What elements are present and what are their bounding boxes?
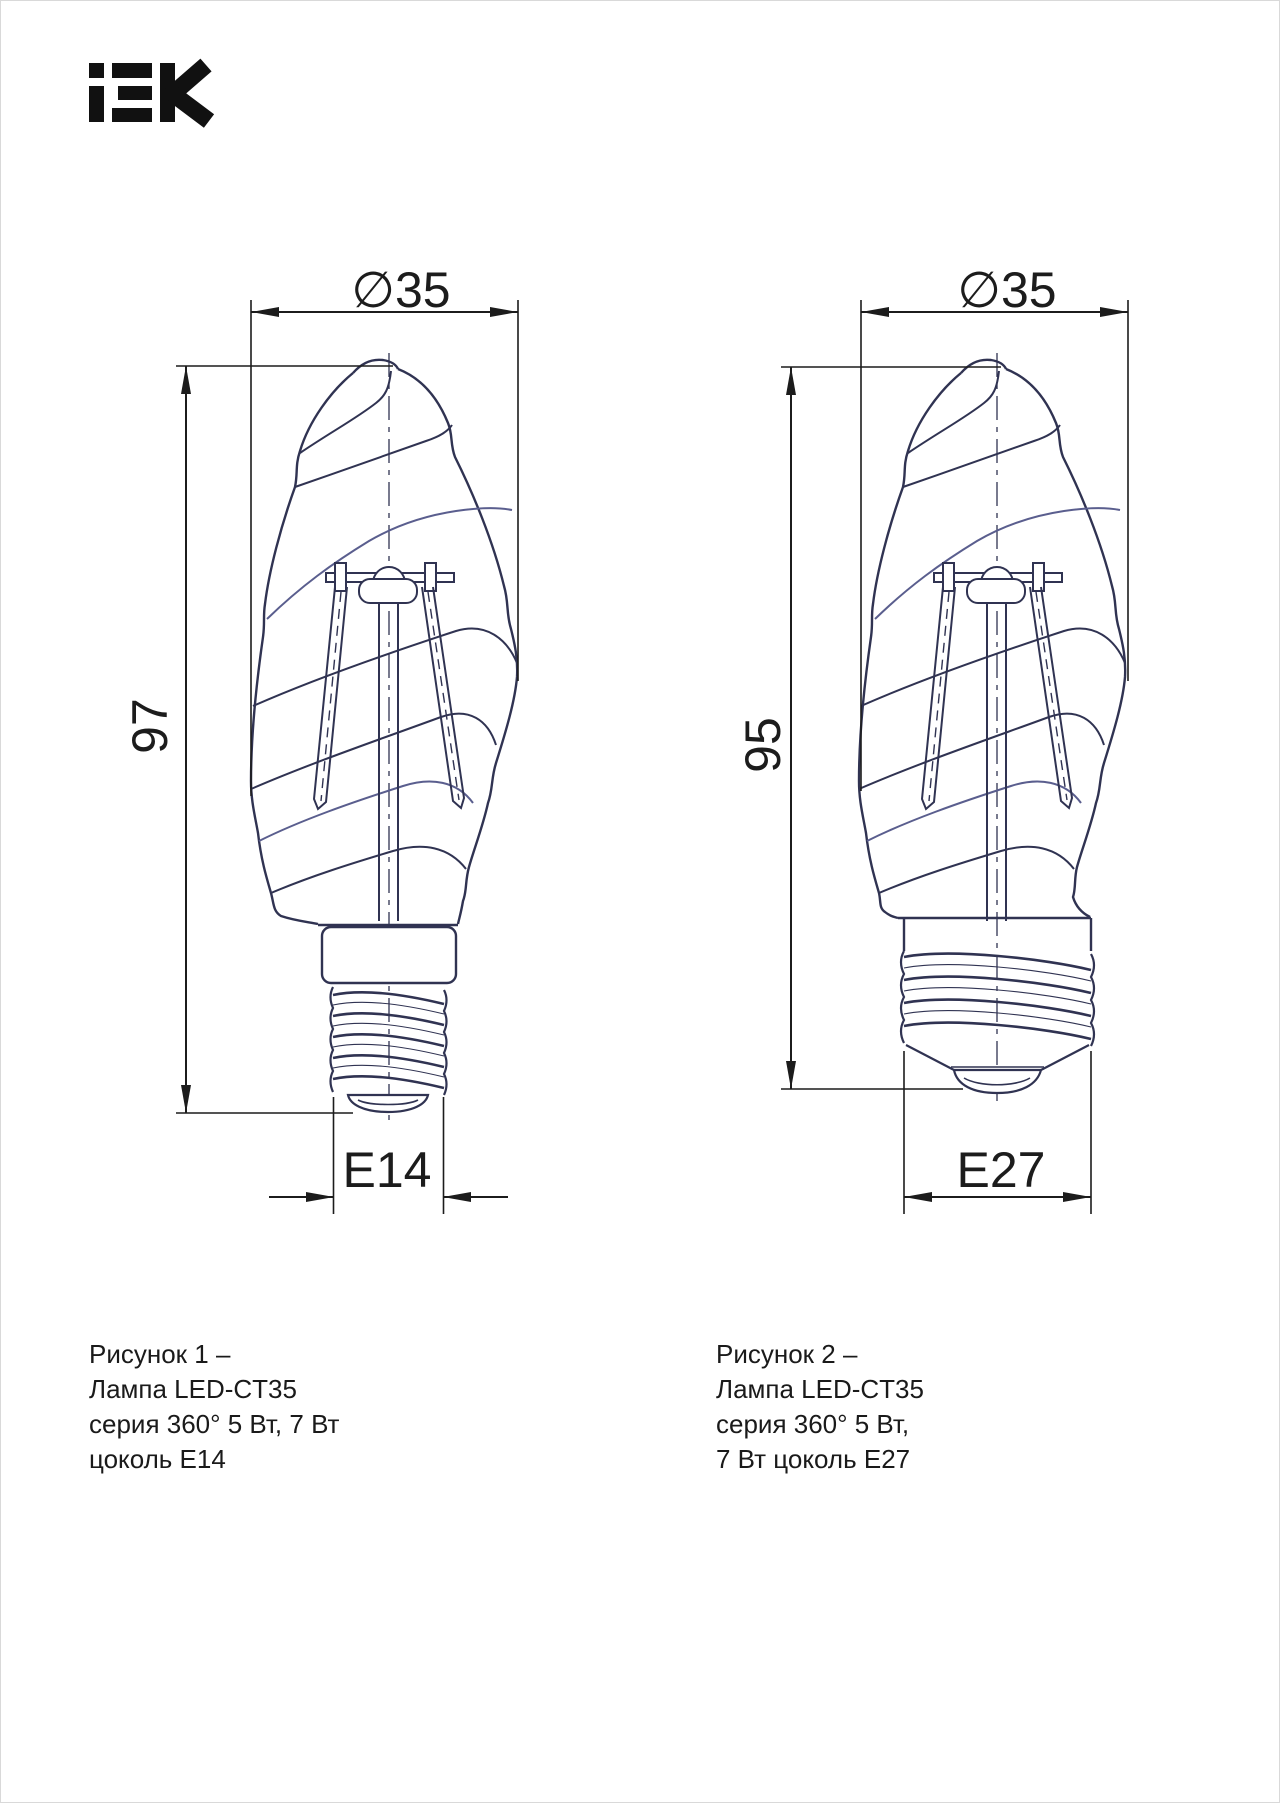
figure2-diameter-label: ∅35	[957, 262, 1057, 318]
logo-e-top	[112, 63, 152, 78]
technical-drawing	[1, 1, 1280, 1803]
logo-i-dot	[89, 63, 104, 78]
figure1-caption-line3: серия 360° 5 Вт, 7 Вт	[89, 1409, 340, 1439]
figure1-glass-outline	[251, 360, 517, 925]
figure1-height-label: 97	[122, 698, 178, 754]
logo-e-mid	[118, 86, 152, 100]
figure1-caption-line1: Рисунок 1 –	[89, 1339, 231, 1369]
logo-e-bottom	[112, 108, 152, 122]
figure2-caption-line3: серия 360° 5 Вт,	[716, 1409, 910, 1439]
figure1-drawing	[122, 262, 518, 1214]
figure1-caption-line4: цоколь Е14	[89, 1444, 226, 1474]
figure2-caption-line2: Лампа LED-CT35	[716, 1374, 924, 1404]
figure2-height-label: 95	[735, 717, 791, 773]
figure1-diameter-label: ∅35	[351, 262, 451, 318]
figure2-drawing	[735, 262, 1128, 1214]
figure1-base-label: E14	[342, 1142, 432, 1198]
figure1-caption-line2: Лампа LED-CT35	[89, 1374, 297, 1404]
figure2-glass-outline	[859, 360, 1125, 918]
logo-k-lower-arm	[173, 94, 209, 121]
figure2-caption-line4: 7 Вт цоколь Е27	[716, 1444, 911, 1474]
figure2-caption	[716, 1337, 924, 1477]
logo-i-stem	[89, 86, 104, 122]
figure1-caption	[89, 1337, 339, 1477]
iek-logo	[89, 63, 209, 122]
figure2-base-label: E27	[956, 1142, 1046, 1198]
figure2-dimensions	[781, 300, 1128, 1214]
figure2-caption-line1: Рисунок 2 –	[716, 1339, 858, 1369]
